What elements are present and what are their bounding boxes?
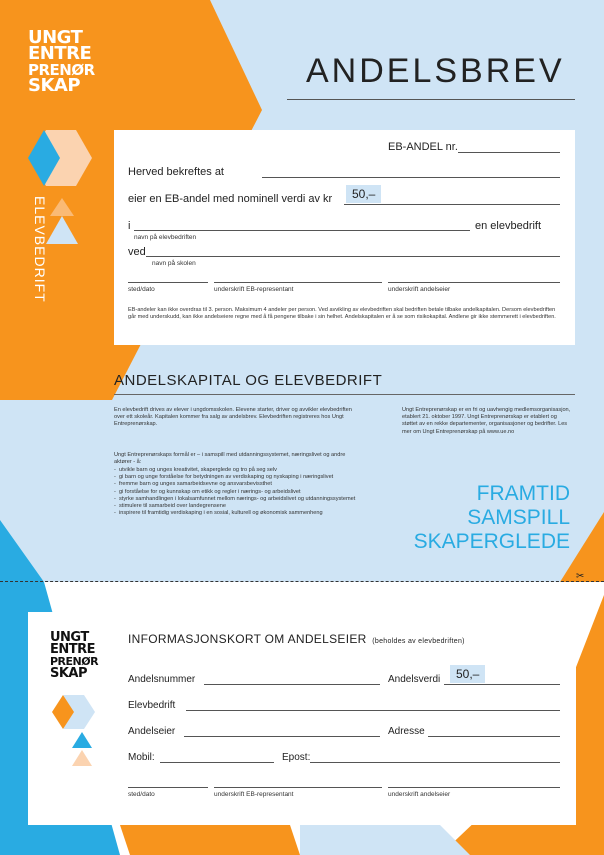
logo-line: PRENØR: [50, 655, 99, 668]
logo-line: UNGT: [50, 630, 89, 645]
list-item: - fremme barn og unges samarbeidsevne og ansvarsbevissthet: [114, 481, 272, 488]
value-badge: 50,–: [346, 185, 381, 203]
title-underline: [287, 99, 575, 100]
section-right-para: Ungt Entreprenørskap er en fri og uavhengig medlemsorganisasjon, etablert 21. oktober 1997. Ungt Entreprenørskap er etablert og støttet av en rekke departementer, organisasjoner og bedrifter. Les mer om Ungt Entreprenørskap på www.ue.no: [402, 407, 571, 435]
card-logo: [50, 632, 98, 680]
list-item: - gi forståelse for og kunnskap om etikk og regler i nærings- og arbeidslivet: [114, 488, 301, 495]
terms-text: EB-andeler kan ikke overdras til 3. person. Maksimum 4 andeler per person. Ved avvikling av elevbedriften skal bedriften betale tilbake andelkapitalen. Dersom elevbedriften går med underskudd, kan ikke andelseiere regne med å få pengene tilbake i sin helhet. Andelskapitalen er å se som risikokapital. Andlene gir ikke stemmerett i elevbedriften.: [128, 307, 556, 321]
section-heading: ANDELSKAPITAL OG ELEVBEDRIFT: [114, 372, 383, 389]
sig-sted-line[interactable]: [128, 282, 208, 283]
list-item: - inspirere til framtidig verdiskaping i en sosial, kulturell og økonomisk sammenheng: [114, 510, 323, 517]
andelsnummer-label: Andelsnummer: [128, 674, 196, 685]
card-sig-andel-label: underskrift andelseier: [388, 791, 451, 798]
elevbedrift-card-label: Elevbedrift: [128, 700, 176, 711]
card-subtitle: (beholdes av elevbedriften): [372, 638, 465, 645]
i-label: i: [128, 220, 131, 232]
list-item: - utvikle barn og unges kreativitet, skaperglede og tro på seg selv: [114, 467, 277, 473]
logo-line: SKAP: [50, 666, 88, 681]
card-title: [128, 632, 465, 646]
andelsverdi-field[interactable]: [444, 684, 560, 685]
slogan: [402, 482, 570, 554]
scissors-icon: ✂: [576, 571, 585, 582]
owner-name-field[interactable]: [262, 177, 560, 178]
andelsnummer-field[interactable]: [204, 684, 380, 685]
eier-label: eier en EB-andel med nominell verdi av kr: [128, 193, 333, 205]
section-underline: [114, 394, 575, 395]
card-sig-rep-line[interactable]: [214, 787, 382, 788]
list-item: - stimulere til samarbeid over landegrensene: [114, 503, 226, 510]
company-name-hint: navn på elevbedriften: [134, 234, 197, 241]
card-title-text: INFORMASJONSKORT OM ANDELSEIER: [128, 632, 367, 646]
section-bullets: [114, 467, 376, 517]
slogan-line: SKAPERGLEDE: [413, 530, 570, 553]
card-sig-sted-line[interactable]: [128, 787, 208, 788]
card-sig-sted-label: sted/dato: [128, 791, 155, 798]
elevbedrift-label: en elevbedrift: [475, 220, 542, 232]
logo-line: UNGT: [28, 27, 83, 48]
eb-andel-field[interactable]: [458, 152, 560, 153]
section-para1: En elevbedrift drives av elever i ungdomsskolen. Elevene starter, driver og avvikler elevbedriften over ett skoleår. Kapitalen kommer fra salg av andelsbrev. Elevbedriften registreres hos Ungt Entreprenørskap.: [114, 407, 352, 428]
sig-andel-label: underskrift andelseier: [388, 286, 451, 293]
logo-line: ENTRE: [50, 642, 96, 657]
card-value-badge: 50,–: [450, 665, 485, 683]
card-hexagon-icon: [52, 694, 98, 770]
ved-label: ved: [128, 246, 146, 258]
cut-line: [0, 581, 604, 582]
eb-andel-label: EB-ANDEL nr.: [388, 141, 458, 153]
elevbedrift-field[interactable]: [186, 710, 560, 711]
company-name-field[interactable]: [134, 230, 470, 231]
list-item: - styrke samhandlingen i lokalsamfunnet mellom nærings- og arbeidslivet og utdanningssystemet: [114, 495, 356, 502]
card-sig-andel-line[interactable]: [388, 787, 560, 788]
slogan-line: FRAMTID: [476, 482, 570, 505]
slogan-line: SAMSPILL: [467, 506, 570, 529]
mobil-label: Mobil:: [128, 752, 155, 763]
section-para2: Ungt Entreprenørskaps formål er – i samspill med utdanningssystemet, næringslivet og andre aktører - å:: [114, 452, 346, 466]
page-title: ANDELSBREV: [306, 52, 565, 90]
logo-line: ENTRE: [28, 43, 92, 64]
sig-andel-line[interactable]: [388, 282, 560, 283]
andelseier-field[interactable]: [184, 736, 380, 737]
logo-line: SKAP: [28, 75, 81, 96]
adresse-field[interactable]: [428, 736, 560, 737]
andelseier-label: Andelseier: [128, 726, 176, 737]
mobil-field[interactable]: [160, 762, 274, 763]
card-sig-rep-label: underskrift EB-representant: [214, 791, 294, 798]
herved-label: Herved bekreftes at: [128, 166, 224, 178]
epost-label: Epost:: [282, 752, 311, 763]
sig-rep-line[interactable]: [214, 282, 382, 283]
epost-field[interactable]: [310, 762, 560, 763]
school-name-hint: navn på skolen: [152, 260, 196, 267]
sig-rep-label: underskrift EB-representant: [214, 286, 294, 293]
andelsverdi-label: Andelsverdi: [388, 674, 441, 685]
value-field[interactable]: [344, 204, 560, 205]
logo: [28, 27, 95, 96]
sig-sted-label: sted/dato: [128, 286, 155, 293]
list-item: - gi barn og unge forståelse for betydningen av verdiskaping og nyskaping i næringslivet: [114, 474, 334, 481]
adresse-label: Adresse: [388, 726, 425, 737]
side-label: ELEVBEDRIFT: [32, 196, 48, 303]
school-name-field[interactable]: [146, 256, 560, 257]
logo-line: PRENØR: [28, 61, 95, 79]
